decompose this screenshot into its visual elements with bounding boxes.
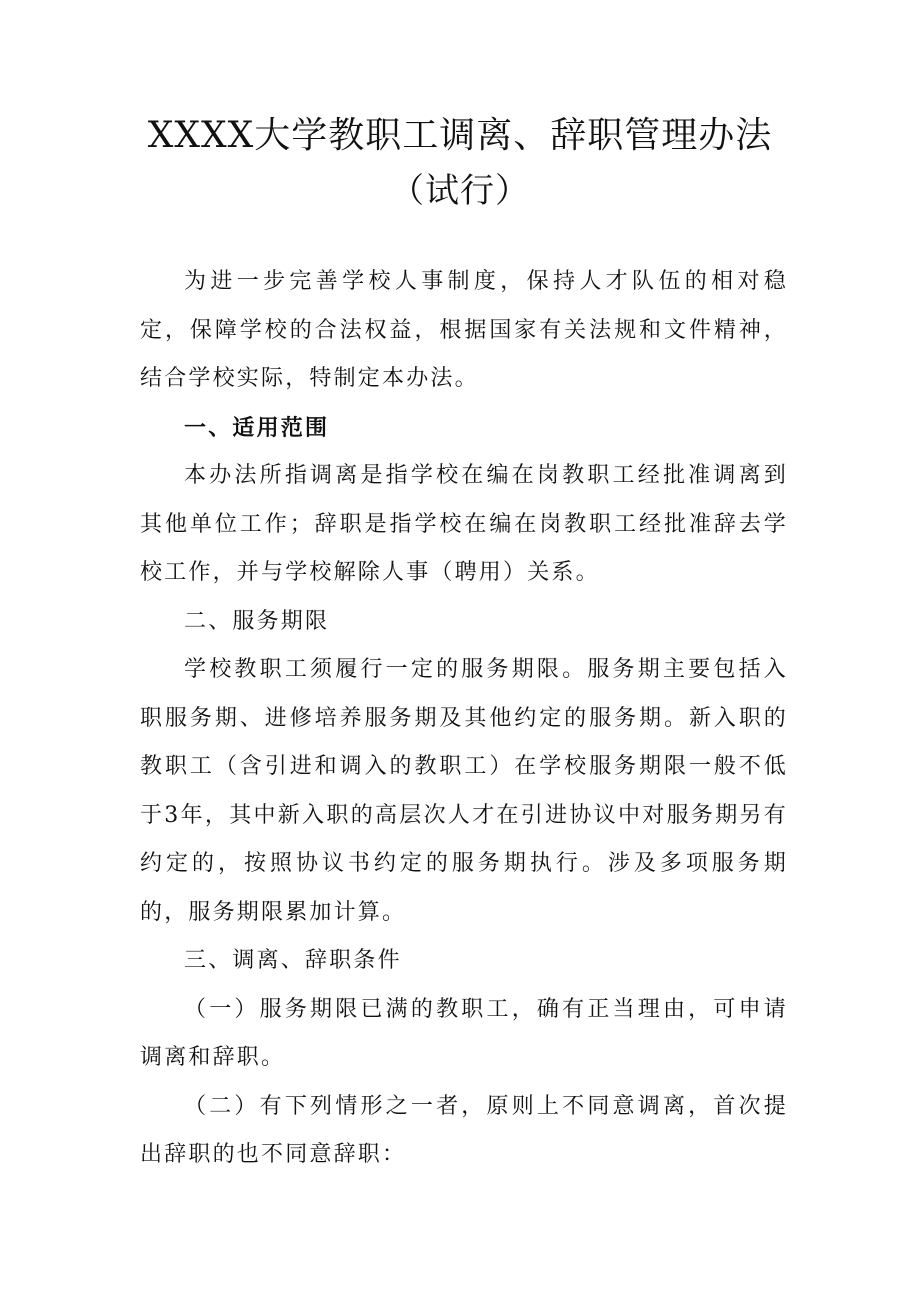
intro-paragraph: 为进一步完善学校人事制度，保持人才队伍的相对稳定，保障学校的合法权益，根据国家有关法规和文件精神，结合学校实际，特制定本办法。 [140,269,788,391]
condition-item-2: （二）有下列情形之一者，原则上不同意调离，首次提出辞职的也不同意辞职： [140,1093,788,1167]
condition-item-1: （一）服务期限已满的教职工，确有正当理由，可申请调离和辞职。 [140,996,788,1070]
document-subtitle: （试行） [390,171,530,211]
section-heading-service-period: 二、服务期限 [184,608,330,634]
section-heading-scope: 一、适用范围 [184,414,330,441]
document-body [140,258,788,1180]
section-heading-conditions: 三、调离、辞职条件 [184,948,402,973]
scope-paragraph: 本办法所指调离是指学校在编在岗教职工经批准调离到其他单位工作；辞职是指学校在编在岗教职工经批准辞去学校工作，并与学校解除人事（聘用）关系。 [140,463,788,585]
document-title: XXXX大学教职工调离、辞职管理办法 [147,115,773,156]
service-period-paragraph: 学校教职工须履行一定的服务期限。服务期主要包括入职服务期、进修培养服务期及其他约定的服务期。新入职的教职工（含引进和调入的教职工）在学校服务期限一般不低于3年，其中新入职的高层次人才在引进协议中对服务期另有约定的，按照协议书约定的服务期执行。涉及多项服务期的，服务期限累加计算。 [140,657,788,925]
